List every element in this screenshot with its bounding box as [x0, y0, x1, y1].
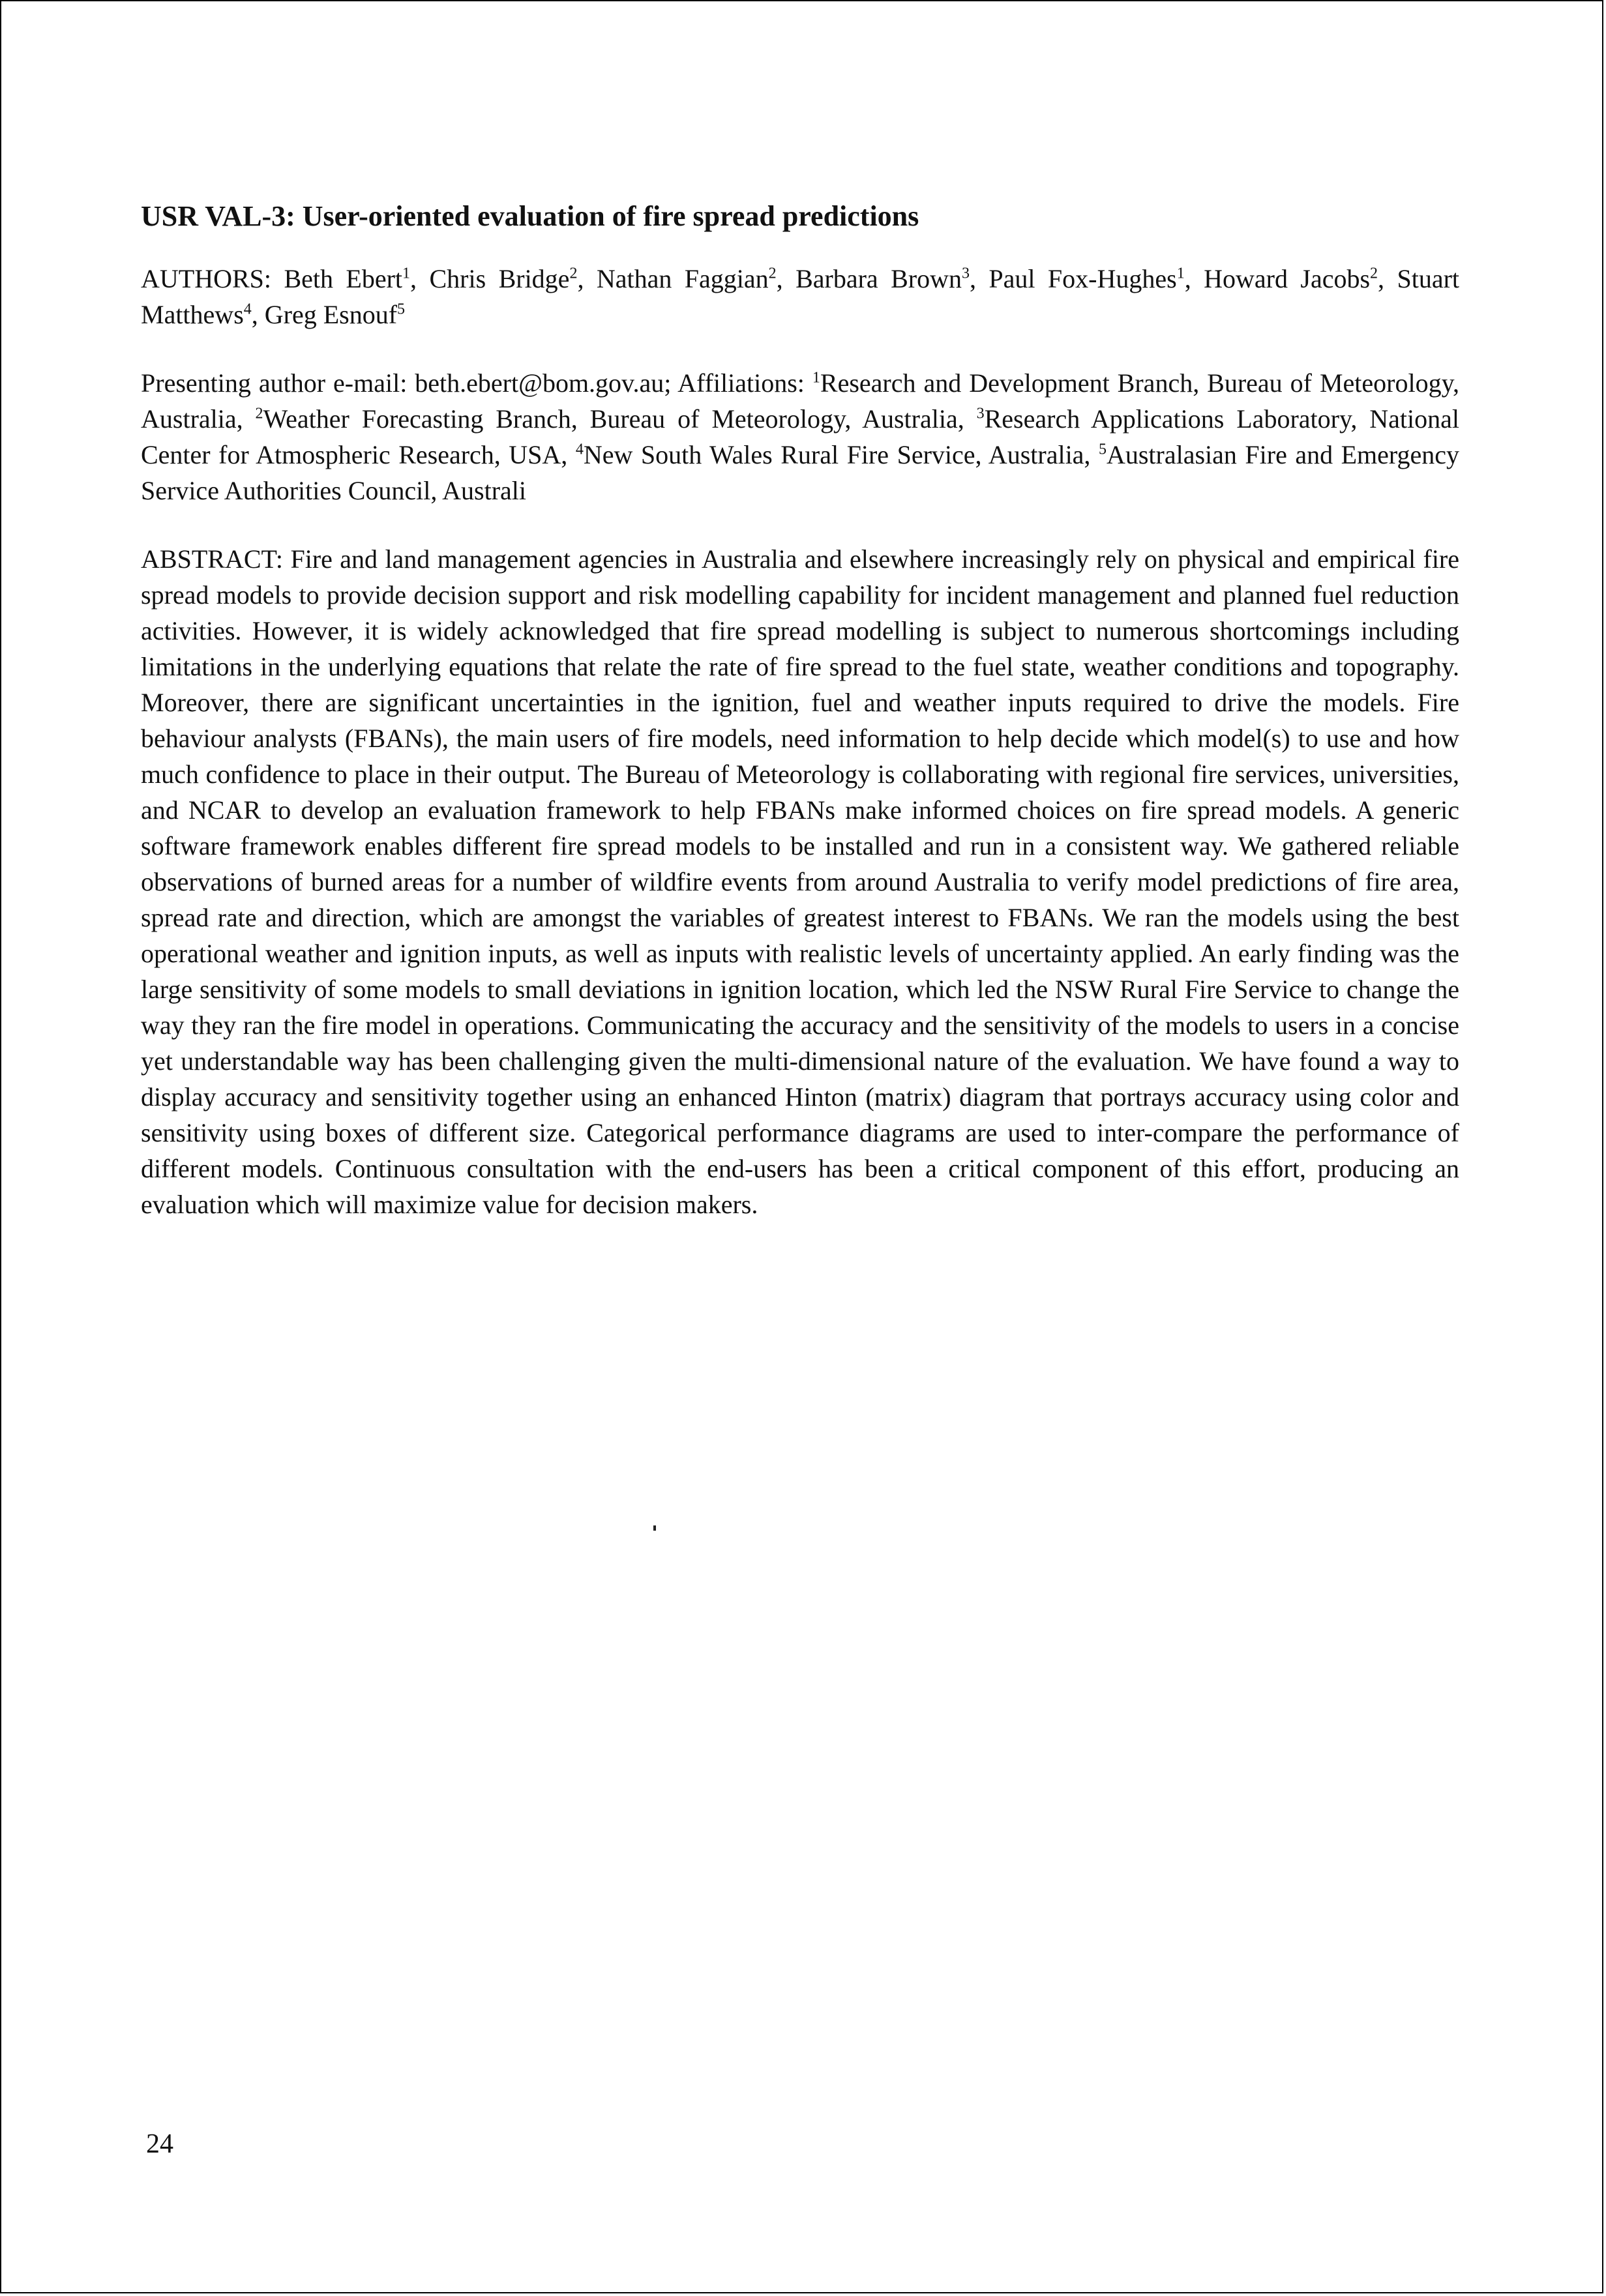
- affiliation-marker: 5: [1098, 441, 1107, 458]
- paper-title: USR VAL-3: User-oriented evaluation of fire spread predictions: [141, 200, 919, 232]
- affiliation-marker: 3: [976, 405, 985, 422]
- author-affiliation-marker: 2: [768, 265, 777, 282]
- author-affiliation-marker: 4: [243, 301, 252, 318]
- author-name: Greg Esnouf: [264, 300, 398, 329]
- page-number: 24: [146, 2129, 173, 2159]
- author-name: Beth Ebert: [284, 264, 403, 293]
- abstract-text: Fire and land management agencies in Australia and elsewhere increasingly rely on physical and empirical fire spread models to provide decision support and risk modelling capability for incident management and planned fuel reduction activities. However, it is widely acknowledged that fire spread modelling is subject to numerous shortcomings including limitations in the underlying equations that relate the rate of fire spread to the fuel state, weather conditions and topography. Moreover, there are significant uncertainties in the ignition, fuel and weather inputs required to drive the models. Fire behaviour analysts (FBANs), the main users of fire models, need information to help decide which model(s) to use and how much confidence to place in their output. The Bureau of Meteorology is collaborating with regional fire services, universities, and NCAR to develop an evaluation framework to help FBANs make informed choices on fire spread models. A generic software framework enables different fire spread models to be installed and run in a consistent way. We gathered reliable observations of burned areas for a number of wildfire events from around Australia to verify model predictions of fire area, spread rate and direction, which are amongst the variables of greatest interest to FBANs. We ran the models using the best operational weather and ignition inputs, as well as inputs with realistic levels of uncertainty applied. An early finding was the large sensitivity of some models to small deviations in ignition location, which led the NSW Rural Fire Service to change the way they ran the fire model in operations. Communicating the accuracy and the sensitivity of the models to users in a concise yet understandable way has been challenging given the multi-dimensional nature of the evaluation. We have found a way to display accuracy and sensitivity together using an enhanced Hinton (matrix) diagram that portrays accuracy using color and sensitivity using boxes of different size. Categorical performance diagrams are used to inter-compare the performance of different models. Continuous consultation with the end-users has been a critical component of this effort, producing an evaluation which will maximize value for decision makers.: [141, 544, 1460, 1219]
- affiliation-text: Weather Forecasting Branch, Bureau of Meteorology, Australia,: [263, 404, 977, 434]
- author-affiliation-marker: 2: [569, 265, 578, 282]
- affiliation-marker: 1: [812, 369, 820, 387]
- affiliation-text: Research Applications Laboratory, National Center for Atmospheric Research, USA,: [141, 404, 1460, 469]
- scan-mark: [653, 1525, 656, 1531]
- author-name: Nathan Faggian: [596, 264, 769, 293]
- author-affiliation-marker: 3: [961, 265, 970, 282]
- document-body: [141, 196, 1459, 1255]
- author-affiliation-marker: 1: [1176, 265, 1185, 282]
- authors-line: [141, 261, 1459, 332]
- author-name: Chris Bridge: [429, 264, 570, 293]
- affiliation-text: Australasian Fire and Emergency Service Authorities Council, Australi: [141, 440, 1460, 505]
- author-affiliation-marker: 1: [402, 265, 411, 282]
- author-affiliation-marker: 2: [1370, 265, 1378, 282]
- author-name: Barbara Brown: [796, 264, 962, 293]
- author-name: Paul Fox-Hughes: [989, 264, 1177, 293]
- email-label: Presenting author e-mail:: [141, 368, 408, 398]
- author-affiliation-marker: 5: [397, 301, 406, 318]
- affiliation-marker: 2: [255, 405, 263, 422]
- authors-label: AUTHORS:: [141, 264, 272, 293]
- abstract-label: ABSTRACT:: [141, 544, 284, 574]
- email-address: beth.ebert@bom.gov.au;: [415, 368, 672, 398]
- author-name: Howard Jacobs: [1204, 264, 1371, 293]
- affiliation-text: New South Wales Rural Fire Service, Australia,: [583, 440, 1099, 469]
- affiliation-marker: 4: [575, 441, 584, 458]
- affiliations-label: Affiliations:: [677, 368, 805, 398]
- affiliations-paragraph: [141, 365, 1459, 508]
- abstract-paragraph: [141, 541, 1459, 1222]
- authors-list: Beth Ebert$^1$, Chris Bridge$^2$, Nathan Faggian$^2$, Barbara Brown$^3$, Paul Fox-Hughes$^1$, Howard Jacobs$^2$, Stuart Matthews$^4$, Greg Esnouf$^5$: [141, 264, 1460, 329]
- affiliation-text: Research and Development Branch, Bureau of Meteorology, Australia,: [141, 368, 1459, 434]
- author-name: Stuart Matthews: [141, 264, 1460, 329]
